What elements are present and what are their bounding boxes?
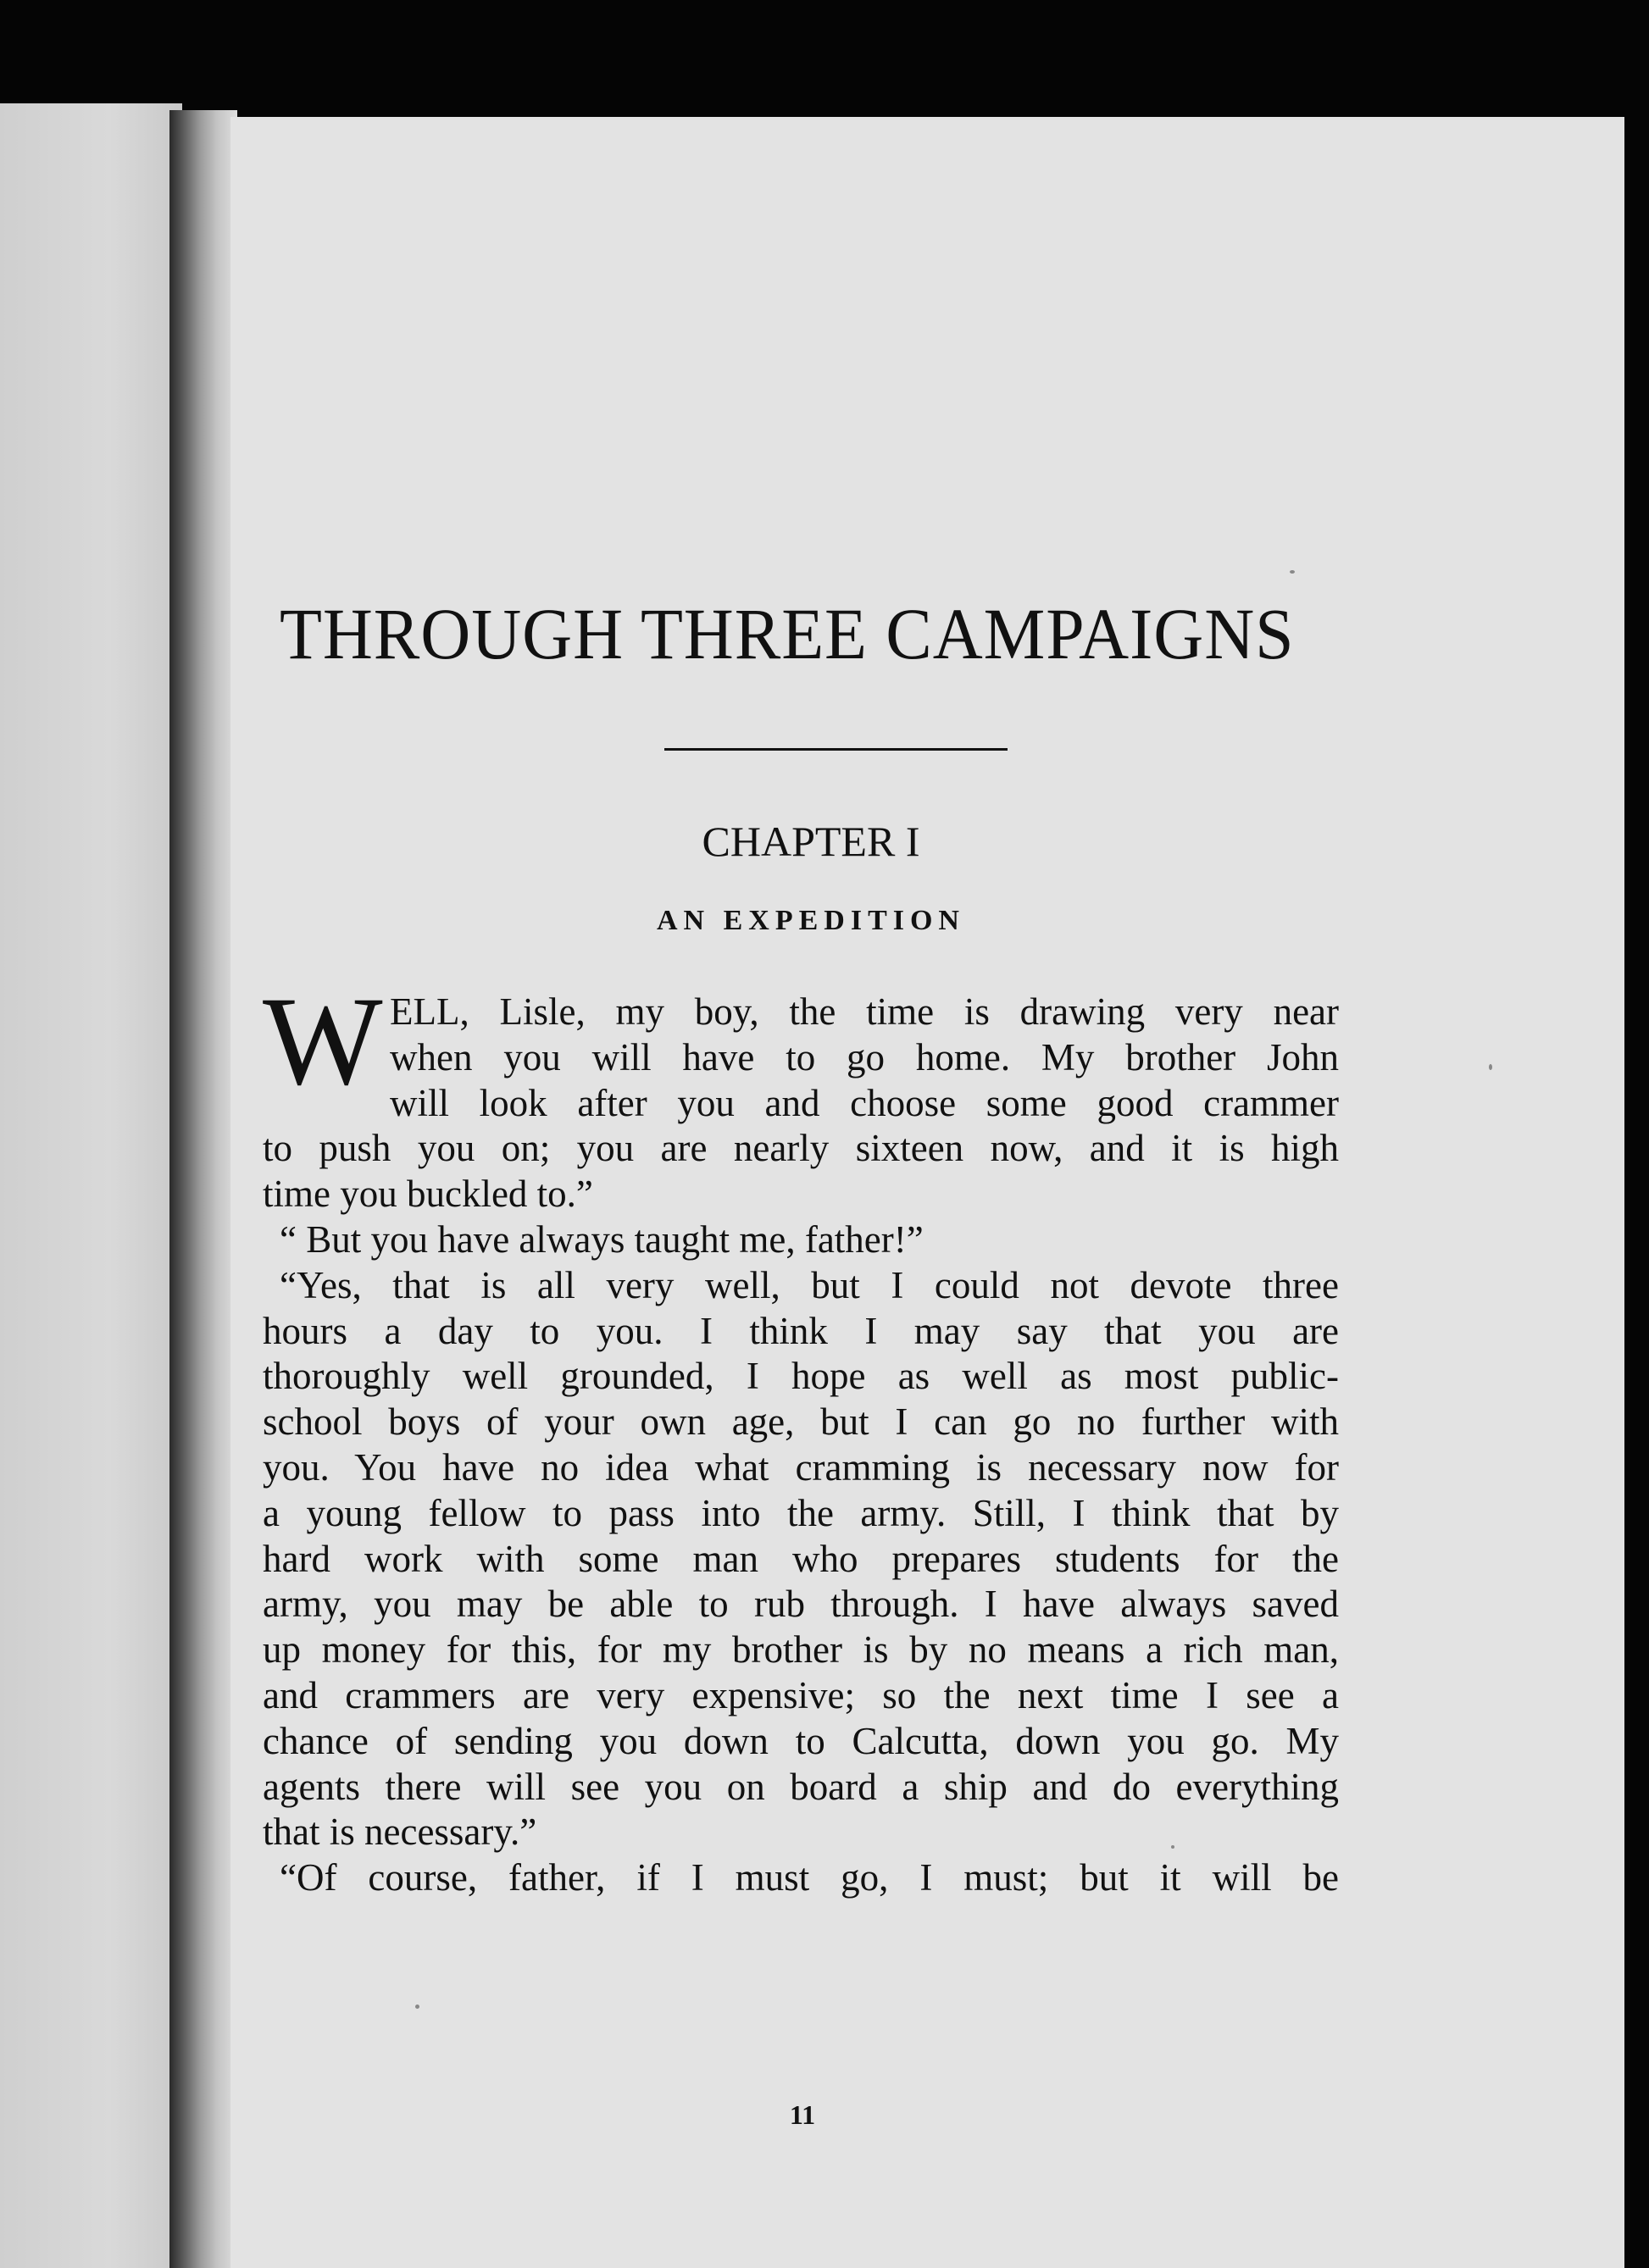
text-line: hard work with some man who prepares students for the (263, 1537, 1339, 1580)
text-line: a young fellow to pass into the army. Still, I think that by (263, 1491, 1339, 1534)
text-line: up money for this, for my brother is by no means a rich man, (263, 1628, 1339, 1672)
text-line: to push you on; you are nearly sixteen now, and it is high (263, 1127, 1339, 1170)
text-line: “Yes, that is all very well, but I could not devote three (280, 1263, 1339, 1306)
book-page (230, 117, 1624, 2268)
text-line: “ But you have always taught me, father!” (280, 1217, 924, 1261)
left-page-edge (0, 103, 182, 2268)
drop-cap: W (263, 971, 383, 1112)
title-rule (664, 748, 1008, 751)
text-line: you. You have no idea what cramming is necessary now for (263, 1445, 1339, 1489)
text-line: time you buckled to.” (263, 1173, 593, 1216)
text-line: and crammers are very expensive; so the next time I see a (263, 1673, 1339, 1716)
chapter-heading: CHAPTER I (702, 818, 920, 865)
scan-speck (1489, 1064, 1492, 1070)
text-line: when you will have to go home. My brother John (390, 1035, 1339, 1079)
text-line: that is necessary.” (263, 1811, 537, 1854)
book-gutter-shadow (169, 110, 237, 2268)
page-number: 11 (789, 2099, 816, 2130)
scan-speck (1290, 570, 1295, 574)
scan-speck (415, 2005, 419, 2009)
text-line: “Of course, father, if I must go, I must; but it will be (280, 1856, 1339, 1899)
text-line: chance of sending you down to Calcutta, down you go. My (263, 1719, 1339, 1762)
text-line: hours a day to you. I think I may say that you are (263, 1309, 1339, 1352)
text-line: school boys of your own age, but I can go no further with (263, 1400, 1339, 1444)
text-line: army, you may be able to rub through. I have always saved (263, 1583, 1339, 1626)
text-line: agents there will see you on board a ship and do everything (263, 1765, 1339, 1808)
text-line: ELL, Lisle, my boy, the time is drawing very near (390, 990, 1339, 1033)
scan-speck (1171, 1845, 1174, 1849)
book-title: THROUGH THREE CAMPAIGNS (280, 593, 1295, 674)
text-line: will look after you and choose some good crammer (390, 1081, 1339, 1124)
text-line: thoroughly well grounded, I hope as well as most public- (263, 1355, 1339, 1398)
chapter-title: AN EXPEDITION (657, 905, 965, 936)
chapter-body-text (263, 971, 1339, 1901)
